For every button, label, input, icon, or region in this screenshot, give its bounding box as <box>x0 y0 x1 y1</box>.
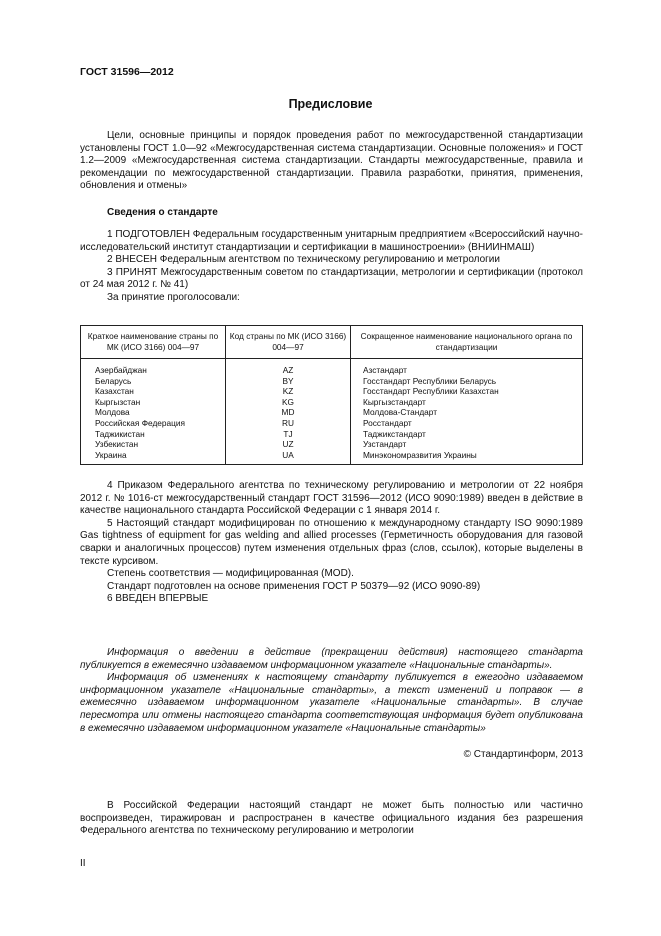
country-cell: Таджикистан <box>81 429 226 440</box>
info-block <box>80 647 583 735</box>
table-row <box>81 397 583 408</box>
agency-cell: Госстандарт Республики Беларусь <box>351 376 583 387</box>
table-header-body: Сокращенное наименование национального органа по стандартизации <box>351 326 583 359</box>
intro-paragraph: Цели, основные принципы и порядок проведения работ по межгосударственной стандартизации установлены ГОСТ 1.0—92 «Межгосударственная система стандартизации. Основные положения» и ГОСТ 1.2—2009 «Межгосударственная система стандартизации. Стандарты межгосударственные, правила и рекомендации по межгосударственной стандартизации. Правила разработки, принятия, применения, обновления и отмены» <box>80 130 583 192</box>
voting-table <box>80 325 583 465</box>
agency-cell: Узстандарт <box>351 439 583 450</box>
table-row <box>81 359 583 376</box>
items-after-block <box>80 480 583 606</box>
page-title: Предисловие <box>288 97 373 111</box>
info-paragraph-1: Информация о введении в действие (прекращении действия) настоящего стандарта публикуется в ежемесячно издаваемом информационном указателе «Национальные стандарты». <box>80 647 583 671</box>
info-paragraph-2: Информация об изменениях к настоящему стандарту публикуется в ежегодно издаваемом информационном указателе «Национальные стандарты», а текст изменений и поправок — в ежемесячно издаваемом информационном указателе «Национальные стандарты». В случае пересмотра или отмены настоящего стандарта соответствующая информация будет опубликована в ежемесячно издаваемом информационном указателе «Национальные стандарты» <box>80 672 583 734</box>
item-3: 3 ПРИНЯТ Межгосударственным советом по стандартизации, метрологии и сертификации (протокол от 24 мая 2012 г. № 41) <box>80 266 583 291</box>
table-header-country: Краткое наименование страны по МК (ИСО 3166) 004—97 <box>81 326 226 359</box>
code-cell: UZ <box>226 439 351 450</box>
table-row <box>81 439 583 450</box>
vote-label: За принятие проголосовали: <box>107 291 240 303</box>
table-row <box>81 418 583 429</box>
copyright: © Стандартинформ, 2013 <box>463 749 583 760</box>
country-cell: Узбекистан <box>81 439 226 450</box>
code-cell: AZ <box>226 359 351 376</box>
page-number: II <box>80 858 86 869</box>
agency-cell: Росстандарт <box>351 418 583 429</box>
table-header-code: Код страны по МК (ИСО 3166) 004—97 <box>226 326 351 359</box>
item-1: 1 ПОДГОТОВЛЕН Федеральным государственным унитарным предприятием «Всероссийский научно-исследовательский институт стандартизации и сертификации в машиностроении» (ВНИИНМАШ) <box>80 229 584 253</box>
agency-cell: Госстандарт Республики Казахстан <box>351 386 583 397</box>
code-cell: RU <box>226 418 351 429</box>
item-6: 6 ВВЕДЕН ВПЕРВЫЕ <box>107 593 209 605</box>
code-cell: KG <box>226 397 351 408</box>
code-cell: MD <box>226 407 351 418</box>
country-cell: Азербайджан <box>81 359 226 376</box>
conformity-degree: Степень соответствия — модифицированная (MOD). <box>107 568 354 580</box>
agency-cell: Кыргызстандарт <box>351 397 583 408</box>
legal-notice: В Российской Федерации настоящий стандарт не может быть полностью или частично воспроизведен, тиражирован и распространен в качестве официального издания без разрешения Федерального агентства по техническому регулированию и метрологии <box>80 800 583 837</box>
code-cell: BY <box>226 376 351 387</box>
country-cell: Кыргызстан <box>81 397 226 408</box>
agency-cell: Молдова-Стандарт <box>351 407 583 418</box>
item-5: 5 Настоящий стандарт модифицирован по отношению к международному стандарту ISO 9090:1989 Gas tightness of equipment for gas welding and allied processes (Герметичность оборудования для газовой сварки и аналогичных процессов) путем изменения отдельных фраз (слов, ссылок), которые выделены в тексте курсивом. <box>80 517 583 567</box>
table-row <box>81 386 583 397</box>
country-cell: Беларусь <box>81 376 226 387</box>
table-row <box>81 407 583 418</box>
code-cell: KZ <box>226 386 351 397</box>
agency-cell: Азстандарт <box>351 359 583 376</box>
country-cell: Российская Федерация <box>81 418 226 429</box>
items-block <box>80 229 583 305</box>
code-cell: TJ <box>226 429 351 440</box>
document-header: ГОСТ 31596—2012 <box>80 66 174 78</box>
section-title: Сведения о стандарте <box>107 207 218 218</box>
country-cell: Молдова <box>81 407 226 418</box>
table-row <box>81 450 583 465</box>
item-4: 4 Приказом Федерального агентства по техническому регулированию и метрологии от 22 ноября 2012 г. № 1016-ст межгосударственный стандарт ГОСТ 31596—2012 (ИСО 9090:1989) введен в действие в качестве национального стандарта Российской Федерации с 1 января 2014 г. <box>80 480 583 517</box>
agency-cell: Таджикстандарт <box>351 429 583 440</box>
code-cell: UA <box>226 450 351 465</box>
table-row <box>81 429 583 440</box>
table-header-row <box>81 326 583 359</box>
table-row <box>81 376 583 387</box>
agency-cell: Минэкономразвития Украины <box>351 450 583 465</box>
country-cell: Казахстан <box>81 386 226 397</box>
prepared-basis: Стандарт подготовлен на основе применения ГОСТ Р 50379—92 (ИСО 9090-89) <box>107 580 481 592</box>
country-cell: Украина <box>81 450 226 465</box>
item-2: 2 ВНЕСЕН Федеральным агентством по техническому регулированию и метрологии <box>107 254 500 266</box>
